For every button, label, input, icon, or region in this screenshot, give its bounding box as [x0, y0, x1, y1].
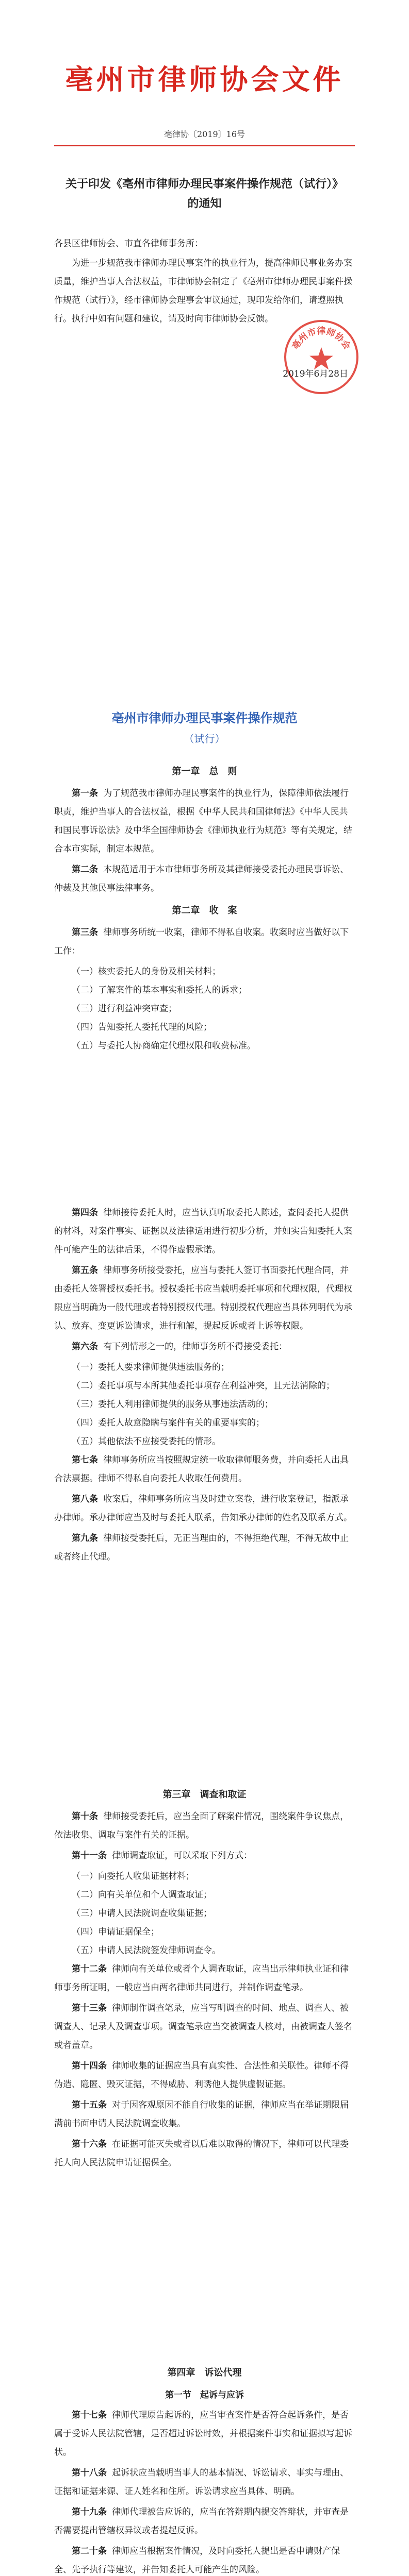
article-text: 律师事务所统一收案，律师不得私自收案。收案时应当做好以下工作：: [54, 927, 349, 956]
list-item: （五）其他依法不应接受委托的情形。: [72, 1436, 221, 1447]
list-item: （四）委托人故意隐瞒与案件有关的重要事实的；: [72, 1418, 265, 1428]
list-item: （五）申请人民法院签发律师调查令。: [72, 1945, 221, 1956]
seal-lettering: 亳州市律师协会: [290, 326, 352, 351]
article-number: 第二条: [72, 865, 98, 875]
chapter-heading: 第一章 总 则: [172, 766, 237, 777]
red-divider: [54, 145, 355, 146]
official-seal: [283, 318, 360, 396]
document-page: [0, 1156, 409, 1734]
list-item: （四）申请证据保全；: [72, 1927, 159, 1937]
article-number: 第九条: [72, 1533, 98, 1544]
article-text: 律师应当根据案件情况，及时向委托人提出是否申请财产保全、先予执行等建议，并告知委托人可能产生的风险。: [54, 2546, 340, 2575]
article-text: 律师向有关单位或者个人调查取证，应当出示律师执业证和律师事务所证明，一般应当由两名律师共同进行，并制作调查笔录。: [54, 1964, 349, 1993]
document-number: 亳律协〔2019〕16号: [163, 129, 246, 139]
list-item: （二）了解案件的基本事实和委托人的诉求；: [72, 985, 247, 995]
chapter-heading: 第二章 收 案: [172, 905, 237, 916]
article: [54, 2096, 355, 2133]
article: [54, 2464, 355, 2501]
article-number: 第十六条: [72, 2139, 107, 2149]
article-text: 律师接待委托人时，应当认真听取委托人陈述，查阅委托人提供的材料，对案件事实、证据以及法律适用进行初步分析，并如实告知委托人案件可能产生的法律后果，不得作虚假承诺。: [54, 1208, 352, 1255]
article-text: 律师代理被告应诉的，应当在答辩期内提交答辩状，并审查是否需要提出管辖权异议或者提起反诉。: [54, 2507, 349, 2536]
issue-date: 2019年6月28日: [283, 369, 348, 379]
document-page: [0, 2312, 409, 2576]
article: [54, 1960, 355, 1997]
page-body: [54, 2360, 355, 2576]
article-number: 第八条: [72, 1494, 98, 1504]
article-text: 律师事务所接受委托，应当与委托人签订书面委托代理合同，并由委托人签署授权委托书。授权委托书应当载明委托事项和代理权限，代理权限应当明确为一般代理或者特别授权代理。特别授权代理应当具体列明代为承认、放弃、变更诉讼请求，进行和解，提起反诉或者上诉等权限。: [54, 1265, 352, 1331]
article-text: 对于因客观原因不能自行收集的证据，律师应当在举证期限届满前书面申请人民法院调查收集。: [54, 2100, 349, 2129]
article: [54, 860, 355, 897]
list-item: （一）核实委托人的身份及相关材料；: [72, 967, 221, 977]
regulation-title: 亳州市律师办理民事案件操作规范: [111, 710, 298, 725]
page-body: [54, 1204, 355, 1698]
article: [54, 2503, 355, 2540]
article-number: 第十三条: [72, 2003, 107, 2013]
article-number: 第三条: [72, 927, 98, 938]
article: [54, 784, 355, 858]
article: [54, 2057, 355, 2094]
article-text: 律师调查取证，可以采取下列方式：: [112, 1851, 253, 1861]
notice-paragraph: 为进一步规范我市律师办理民事案件的执业行为，提高律师民事业务办案质量，维护当事人合法权益，市律师协会制定了《亳州市律师办理民事案件操作规范（试行）》，经市律师协会理事会审议通过，现印发给你们，请遵照执行。执行中如有问题和建议，请及时向市律师协会反馈。: [54, 258, 352, 324]
article-text: 在证据可能灭失或者以后难以取得的情况下，律师可以代理委托人向人民法院申请证据保全。: [54, 2139, 349, 2168]
regulation-subtitle: （试行）: [184, 733, 225, 745]
article: [54, 1529, 355, 1566]
article-text: 律师制作调查笔录，应当写明调查的时间、地点、调查人、被调查人、记录人及调查事项。调查笔录应当交被调查人核对，由被调查人签名或者盖章。: [54, 2003, 352, 2050]
article-text: 律师事务所应当按照规定统一收取律师服务费，并向委托人出具合法票据。律师不得私自向委托人收取任何费用。: [54, 1455, 349, 1484]
article-text: 本规范适用于本市律师事务所及其律师接受委托办理民事诉讼、仲裁及其他民事法律事务。: [54, 865, 349, 893]
article: [54, 1807, 355, 1844]
document-page: [0, 1734, 409, 2312]
article-number: 第二十条: [72, 2546, 107, 2556]
page-body: [54, 1782, 355, 2276]
article-number: 第六条: [72, 1342, 98, 1352]
notice-body: [54, 254, 355, 328]
chapter-heading: 第四章 诉讼代理: [167, 2367, 242, 2378]
list-item: （三）进行利益冲突审查；: [72, 1004, 177, 1014]
list-item: （二）向有关单位和个人调查取证；: [72, 1890, 212, 1900]
article: [54, 2542, 355, 2576]
article: [54, 2135, 355, 2172]
article: [54, 1451, 355, 1488]
article-number: 第十五条: [72, 2100, 107, 2110]
article-number: 第十条: [72, 1811, 98, 1822]
article-number: 第一条: [72, 788, 98, 799]
article: [54, 1261, 355, 1335]
list-item: （二）委托事项与本所其他委托事项存在利益冲突，且无法消除的；: [72, 1381, 335, 1391]
article-text: 收案后，律师事务所应当及时建立案卷，进行收案登记，指派承办律师。承办律师应当及时与委托人联系，告知承办律师的姓名及联系方式。: [54, 1494, 352, 1523]
notice-title: 关于印发《亳州市律师办理民事案件操作规范（试行）》的通知: [65, 177, 343, 210]
article-text: 律师代理原告起诉的，应当审查案件是否符合起诉条件，是否属于受诉人民法院管辖，是否超过诉讼时效，并根据案件事实和证据拟写起诉状。: [54, 2410, 352, 2458]
article-text: 有下列情形之一的，律师事务所不得接受委托：: [103, 1342, 288, 1352]
document-page: [0, 0, 409, 578]
list-item: （四）告知委托人委托代理的风险；: [72, 1022, 212, 1032]
page-body: [54, 758, 355, 1120]
article-number: 第十一条: [72, 1851, 107, 1861]
article-text: 为了规范我市律师办理民事案件的执业行为，保障律师依法履行职责，维护当事人的合法权益，根据《中华人民共和国律师法》《中华人民共和国民事诉讼法》及中华全国律师协会《律师执业行为规范》等有关规定，结合本市实际，制定本规范。: [54, 788, 352, 854]
article-number: 第十四条: [72, 2061, 107, 2071]
article-number: 第十八条: [72, 2468, 107, 2478]
list-item: （一）委托人要求律师提供违法服务的；: [72, 1362, 230, 1372]
list-item: （一）向委托人收集证据材料；: [72, 1871, 194, 1882]
article-number: 第十二条: [72, 1964, 107, 1974]
document-page: [0, 578, 409, 1156]
list-item: （五）与委托人协商确定代理权限和收费标准。: [72, 1041, 256, 1051]
article-text: 律师收集的证据应当具有真实性、合法性和关联性。律师不得伪造、隐匿、毁灭证据，不得威胁、利诱他人提供虚假证据。: [54, 2061, 349, 2090]
article: [54, 1490, 355, 1527]
article-number: 第五条: [72, 1265, 98, 1276]
article: [54, 2406, 355, 2462]
article-number: 第七条: [72, 1455, 98, 1465]
article-number: 第十七条: [72, 2410, 107, 2420]
article: [54, 1846, 355, 1865]
article: [54, 1999, 355, 2055]
article: [54, 923, 355, 960]
list-item: （三）申请人民法院调查收集证据；: [72, 1908, 212, 1919]
article-text: 律师接受委托后，无正当理由的，不得拒绝代理，不得无故中止或者终止代理。: [54, 1533, 349, 1562]
section-heading: 第一节 起诉与应诉: [165, 2390, 244, 2400]
article: [54, 1337, 355, 1356]
article: [54, 1204, 355, 1259]
list-item: （三）委托人利用律师提供的服务从事违法活动的；: [72, 1399, 273, 1410]
chapter-heading: 第三章 调查和取证: [162, 1789, 247, 1800]
salutation: 各县区律师协会、市直各律师事务所：: [54, 239, 203, 249]
article-number: 第十九条: [72, 2507, 107, 2517]
org-header: 亳州市律师协会文件: [65, 63, 344, 96]
article-text: 律师接受委托后，应当全面了解案件情况，围绕案件争议焦点，依法收集、调取与案件有关的证据。: [54, 1811, 349, 1840]
article-number: 第四条: [72, 1208, 98, 1218]
article-text: 起诉状应当载明当事人的基本情况、诉讼请求、事实与理由、证据和证据来源、证人姓名和住所。诉讼请求应当具体、明确。: [54, 2468, 349, 2497]
